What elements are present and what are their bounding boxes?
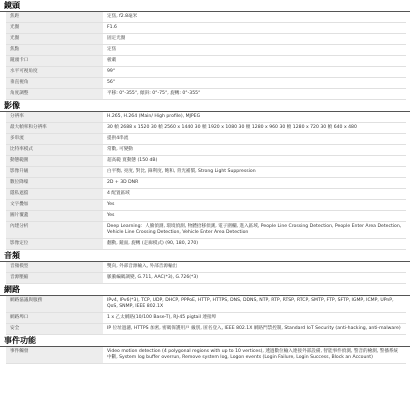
spec-label: 最大幀率和分辨率 <box>6 123 103 133</box>
spec-row <box>6 222 406 239</box>
spec-label: 影像定位 <box>6 239 103 249</box>
spec-label: 鏡頭卡口 <box>6 56 103 66</box>
spec-row <box>6 211 406 222</box>
spec-value: 1 x 乙太網路(10/100 Base-T), RJ-45 pigtail 連接埠 <box>107 315 217 320</box>
spec-label: 多串流 <box>6 134 103 144</box>
spec-label: 影像升級 <box>6 167 103 177</box>
spec-value: 99° <box>107 69 116 74</box>
spec-row <box>6 123 406 134</box>
spec-row <box>6 239 406 250</box>
spec-label: 內建分析 <box>6 222 103 238</box>
section-title: 鏡頭 <box>0 0 410 12</box>
spec-label: 光圈 <box>6 23 103 33</box>
spec-row <box>6 67 406 78</box>
spec-label: 比特率模式 <box>6 145 103 155</box>
spec-value: 定焦 <box>107 47 117 52</box>
section-title: 事件功能 <box>0 335 410 347</box>
section-title: 影像 <box>0 100 410 112</box>
spec-value: IPv4, IPv6(*3), TCP, UDP, DHCP, PPPoE, HTTP, HTTPS, DNS, DDNS, NTP, RTP, RTSP, RTCP, SMTP, FTP, SFTP, IGMP, ICMP, UPnP, QoS, SNMP, IEEE 802.1X <box>107 298 394 309</box>
spec-label: 垂直視角 <box>6 78 103 88</box>
spec-value: 白平衡, 亮度, 對比, 鋒利度, 飽和, 背光補償, Strong Light Suppression <box>107 169 256 174</box>
spec-value: 定焦, f2.8毫米 <box>107 14 138 19</box>
spec-row <box>6 200 406 211</box>
spec-value: IP 位址過濾, HTTPS 加密, 密碼保護用戶 級別, 匿名登入, IEEE 802.1X 網路門禁控制, Standard IoT Security (anti-hacking, anti-malware) <box>107 326 401 331</box>
spec-row <box>6 296 406 313</box>
spec-label: 角度調整 <box>6 89 103 99</box>
spec-row <box>6 56 406 67</box>
spec-value: Yes <box>107 213 115 218</box>
spec-table <box>0 296 410 335</box>
spec-table <box>0 347 410 364</box>
spec-value: 脈衝編碼調變, G.711, AAC(*3), G.726(*3) <box>107 275 199 280</box>
spec-value: Video motion detection (4 polygonal regions with up to 10 vertices), 透過數位輸入連接外部設備, 智能事件偵測, 警音的檢測, 警播系統中斷, System log buffer overrun, Remove system log, Logon events (Login Failure, Login Success, Block an Account) <box>107 349 399 360</box>
spec-label: 光圈 <box>6 34 103 44</box>
section-title: 網路 <box>0 284 410 296</box>
spec-row <box>6 178 406 189</box>
spec-table <box>0 262 410 284</box>
spec-label: 音頻模型 <box>6 262 103 272</box>
spec-value: 4 配置區域 <box>107 191 130 196</box>
spec-value: 2D + 3D DNR <box>107 180 139 185</box>
spec-row <box>6 273 406 284</box>
spec-value: 提供4串流 <box>107 136 129 141</box>
spec-label: 網路協議與服務 <box>6 296 103 312</box>
spec-table <box>0 112 410 250</box>
spec-value: 固定光圈 <box>107 36 126 41</box>
spec-value: Yes <box>107 202 115 207</box>
section-title: 音頻 <box>0 250 410 262</box>
spec-value: 超高範 寬動態 (150 dB) <box>107 158 158 163</box>
spec-row <box>6 189 406 200</box>
spec-table <box>0 12 410 100</box>
spec-value: 板載 <box>107 58 117 63</box>
spec-value: F1.6 <box>107 25 117 30</box>
spec-label: 事件觸發 <box>6 347 103 363</box>
spec-row <box>6 156 406 167</box>
spec-row <box>6 89 406 100</box>
spec-row <box>6 12 406 23</box>
spec-row <box>6 167 406 178</box>
spec-label: 音源壓縮 <box>6 273 103 283</box>
spec-value: 常數, 可變動 <box>107 147 133 152</box>
spec-value: Deep Learning：人臉偵測, 環境偵測, 物體拾移偵測, 電子圍欄, 進入區域, People Line Crossing Detection, People Enter Area Detection, Vehicle Line Crossing Detection, Vehicle Enter Area Detection <box>107 224 402 235</box>
spec-label: 安全 <box>6 324 103 334</box>
spec-label: 數位降噪 <box>6 178 103 188</box>
spec-label: 文字疊加 <box>6 200 103 210</box>
spec-value: H.265, H.264 (Main/ High profile), MJPEG <box>107 114 201 119</box>
spec-row <box>6 262 406 273</box>
spec-label: 動態範圍 <box>6 156 103 166</box>
spec-value: 翻動, 鏡面, 旋轉 (走廊模式) (90, 180, 270) <box>107 241 199 246</box>
spec-row <box>6 45 406 56</box>
spec-row <box>6 145 406 156</box>
spec-value: 平移: 0°-355°, 傾斜: 0°-75°, 旋轉: 0°-355° <box>107 91 201 96</box>
spec-row <box>6 347 406 364</box>
spec-row <box>6 324 406 335</box>
spec-label: 隱私遮擋 <box>6 189 103 199</box>
spec-row <box>6 23 406 34</box>
spec-label: 焦點 <box>6 45 103 55</box>
spec-row <box>6 112 406 123</box>
spec-label: 分辨率 <box>6 112 103 122</box>
spec-row <box>6 313 406 324</box>
spec-row <box>6 134 406 145</box>
spec-value: 30 幀 2688 x 1520 30 幀 2560 x 1440 30 幀 1920 x 1080 30 幀 1280 x 960 30 幀 1280 x 720 30 幀 640 x 480 <box>107 125 357 130</box>
spec-value: 56° <box>107 80 116 85</box>
spec-row <box>6 78 406 89</box>
spec-label: 焦距 <box>6 12 103 22</box>
spec-label: 圖片覆蓋 <box>6 211 103 221</box>
spec-label: 水平可視角度 <box>6 67 103 77</box>
spec-value: 雙向, 外部音源輸入, 外部音源輸出 <box>107 264 178 269</box>
spec-row <box>6 34 406 45</box>
spec-label: 網路埠口 <box>6 313 103 323</box>
